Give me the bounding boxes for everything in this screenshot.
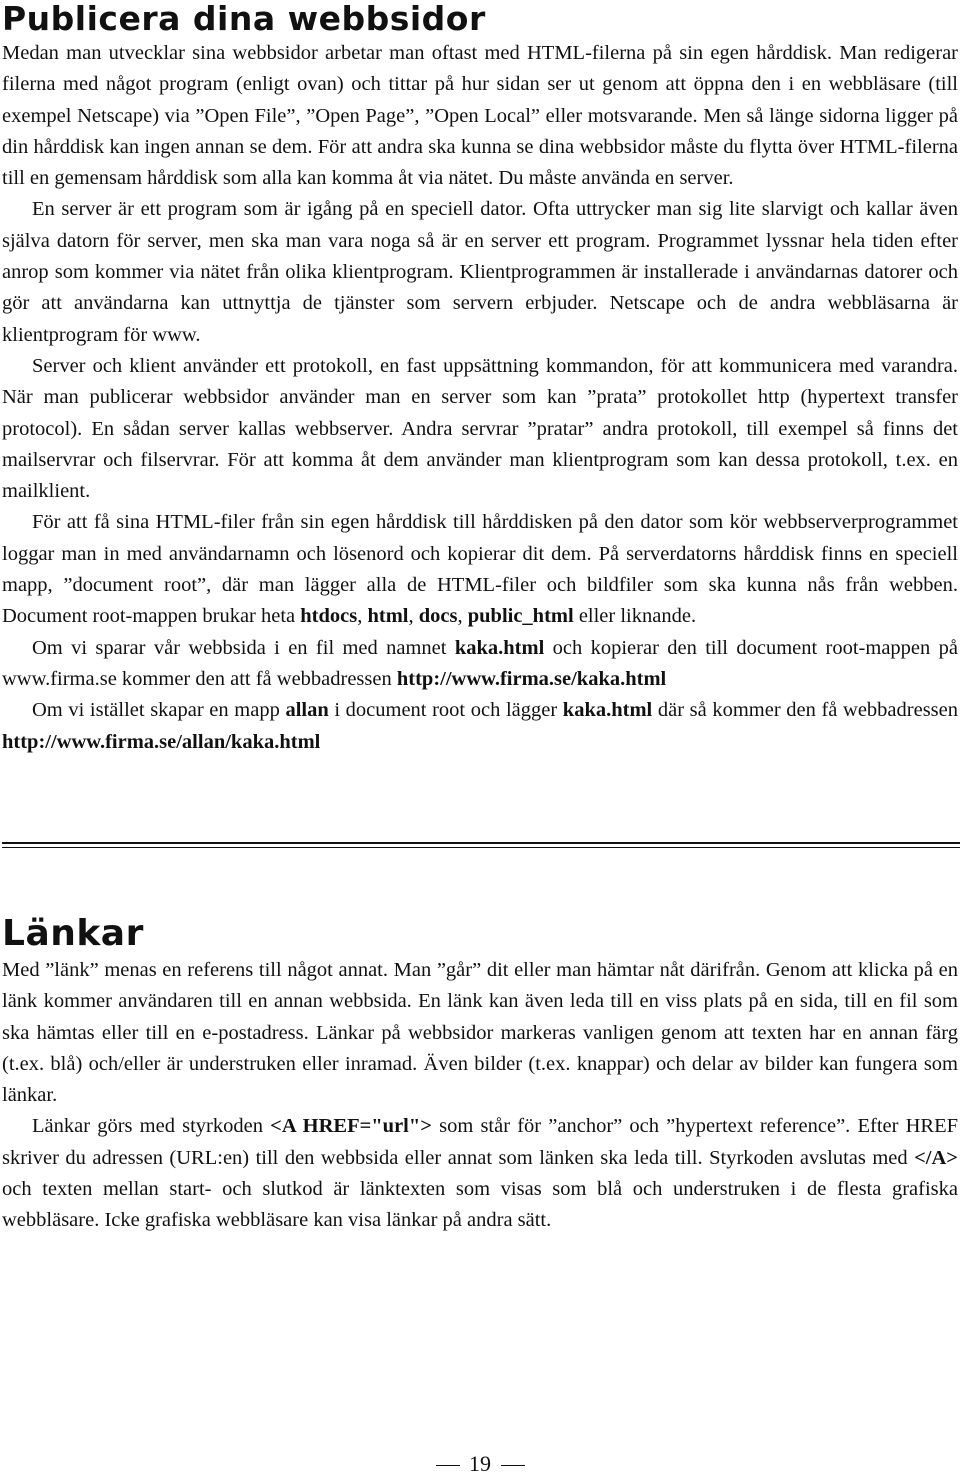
bold-term: public_html: [467, 605, 574, 628]
separator: ,: [357, 605, 368, 628]
bold-code: </A>: [914, 1146, 958, 1169]
paragraph-text: i document root och lägger: [328, 699, 563, 722]
paragraph-server: [2, 194, 958, 350]
page-number: [0, 1451, 960, 1477]
paragraph-text: Om vi sparar vår webbsida i en fil med namnet: [32, 636, 455, 659]
paragraph-example-kaka: [2, 633, 958, 696]
paragraph-example-allan: [2, 695, 958, 758]
bold-term: kaka.html: [562, 699, 653, 722]
bold-term: allan: [285, 699, 329, 722]
paragraph-text: som står för ”anchor” och ”hypertext reference”. Efter HREF skriver du adressen (URL:en) till den webbsida eller annat som länken ska leda till. Styrkoden avslutas med: [2, 1115, 958, 1169]
section-heading-lankar: Länkar: [2, 913, 144, 954]
section-body-publicera: [2, 38, 958, 758]
paragraph-text: Medan man utvecklar sina webbsidor arbetar man oftast med HTML-filerna på sin egen hårddisk. Man redigerar filerna med något program (enligt ovan) och tittar på hur sidan ser ut genom att öppna den i en webbläsare (till exempel Netscape) via ”Open File”, ”Open Page”, ”Open Local” eller motsvarande. Men så länge sidorna ligger på din hårddisk kan ingen annan se dem. För att andra ska kunna se dina webbsidor måste du flytta över HTML-filerna till en gemensam hårddisk som alla kan komma åt via nätet. Du måste använda en server.: [2, 42, 958, 190]
separator: ,: [408, 605, 419, 628]
bold-url: http://www.firma.se/kaka.html: [396, 667, 667, 690]
page-number-value: 19: [469, 1451, 491, 1476]
bold-url: http://www.firma.se/allan/kaka.html: [2, 730, 321, 753]
paragraph-link-syntax: [2, 1111, 958, 1236]
paragraph-text: eller liknande.: [573, 605, 697, 628]
section-body-lankar: [2, 955, 958, 1237]
paragraph-text: och texten mellan start- och slutkod är länktexten som visas som blå och understruken i de flesta grafiska webbläsare. Icke grafiska webbläsare kan visa länkar på andra sätt.: [2, 1178, 958, 1232]
bold-term: htdocs: [300, 605, 358, 628]
paragraph-protocol: [2, 351, 958, 507]
paragraph-text: En server är ett program som är igång på en speciell dator. Ofta uttrycker man sig lite slarvigt och kallar även själva datorn för server, men ska man vara noga så är en server ett program. Programmet lyssnar hela tiden efter anrop som kommer via nätet från olika klientprogram. Klientprogrammen är installerade i användarnas datorer och gör att användarna kan uttnyttja de tjänster som servern erbjuder. Netscape och de andra webbläsarna är klientprogram för www.: [2, 198, 958, 346]
dash-left: [436, 1465, 460, 1466]
dash-right: [501, 1465, 525, 1466]
paragraph-text: där så kommer den få webbadressen: [652, 699, 958, 722]
paragraph-intro: [2, 38, 958, 194]
section-heading-publicera: Publicera dina webbsidor: [2, 0, 486, 38]
bold-term: docs: [418, 605, 458, 628]
paragraph-text: Med ”länk” menas en referens till något annat. Man ”går” dit eller man hämtar nåt därifrån. Genom att klicka på en länk kommer användaren till en annan webbsida. En länk kan även leda till en viss plats på en sida, till en fil som ska hämtas eller till en e-postadress. Länkar på webbsidor markeras vanligen genom att texten har en annan färg (t.ex. blå) och/eller är understruken eller inramad. Även bilder (t.ex. knappar) och delar av bilder kan fungera som länkar.: [2, 959, 958, 1107]
paragraph-text: Server och klient använder ett protokoll, en fast uppsättning kommandon, för att kommunicera med varandra. När man publicerar webbsidor använder man en server som kan ”prata” protokollet http (hypertext transfer protocol). En sådan server kallas webbserver. Andra servrar ”pratar” andra protokoll, till exempel så finns det mailservrar och filservrar. För att komma åt dem använder man klientprogram som kan dessa protokoll, t.ex. en mailklient.: [2, 354, 958, 503]
bold-term: html: [367, 605, 409, 628]
paragraph-text: Om vi istället skapar en mapp: [32, 699, 286, 722]
bold-term: kaka.html: [454, 636, 545, 659]
paragraph-document-root: [2, 507, 958, 632]
paragraph-text: Länkar görs med styrkoden: [32, 1115, 271, 1138]
section-divider: [2, 842, 960, 848]
paragraph-link-intro: [2, 955, 958, 1111]
separator: ,: [457, 605, 468, 628]
bold-code: <A HREF="url">: [270, 1115, 432, 1138]
paragraph-text: För att få sina HTML-filer från sin egen hårddisk till hårddisken på den dator som kör webbserverprogrammet loggar man in med användarnamn och lösenord och kopierar dit dem. På serverdatorns hårddisk finns en speciell mapp, ”document root”, där man lägger alla de HTML-filer och bildfiler som ska kunna nås från webben. Document root-mappen brukar heta: [2, 511, 958, 628]
paragraph-text: och kopierar den till document root-mappen på www.firma.se kommer den att få webbadressen: [2, 636, 958, 690]
